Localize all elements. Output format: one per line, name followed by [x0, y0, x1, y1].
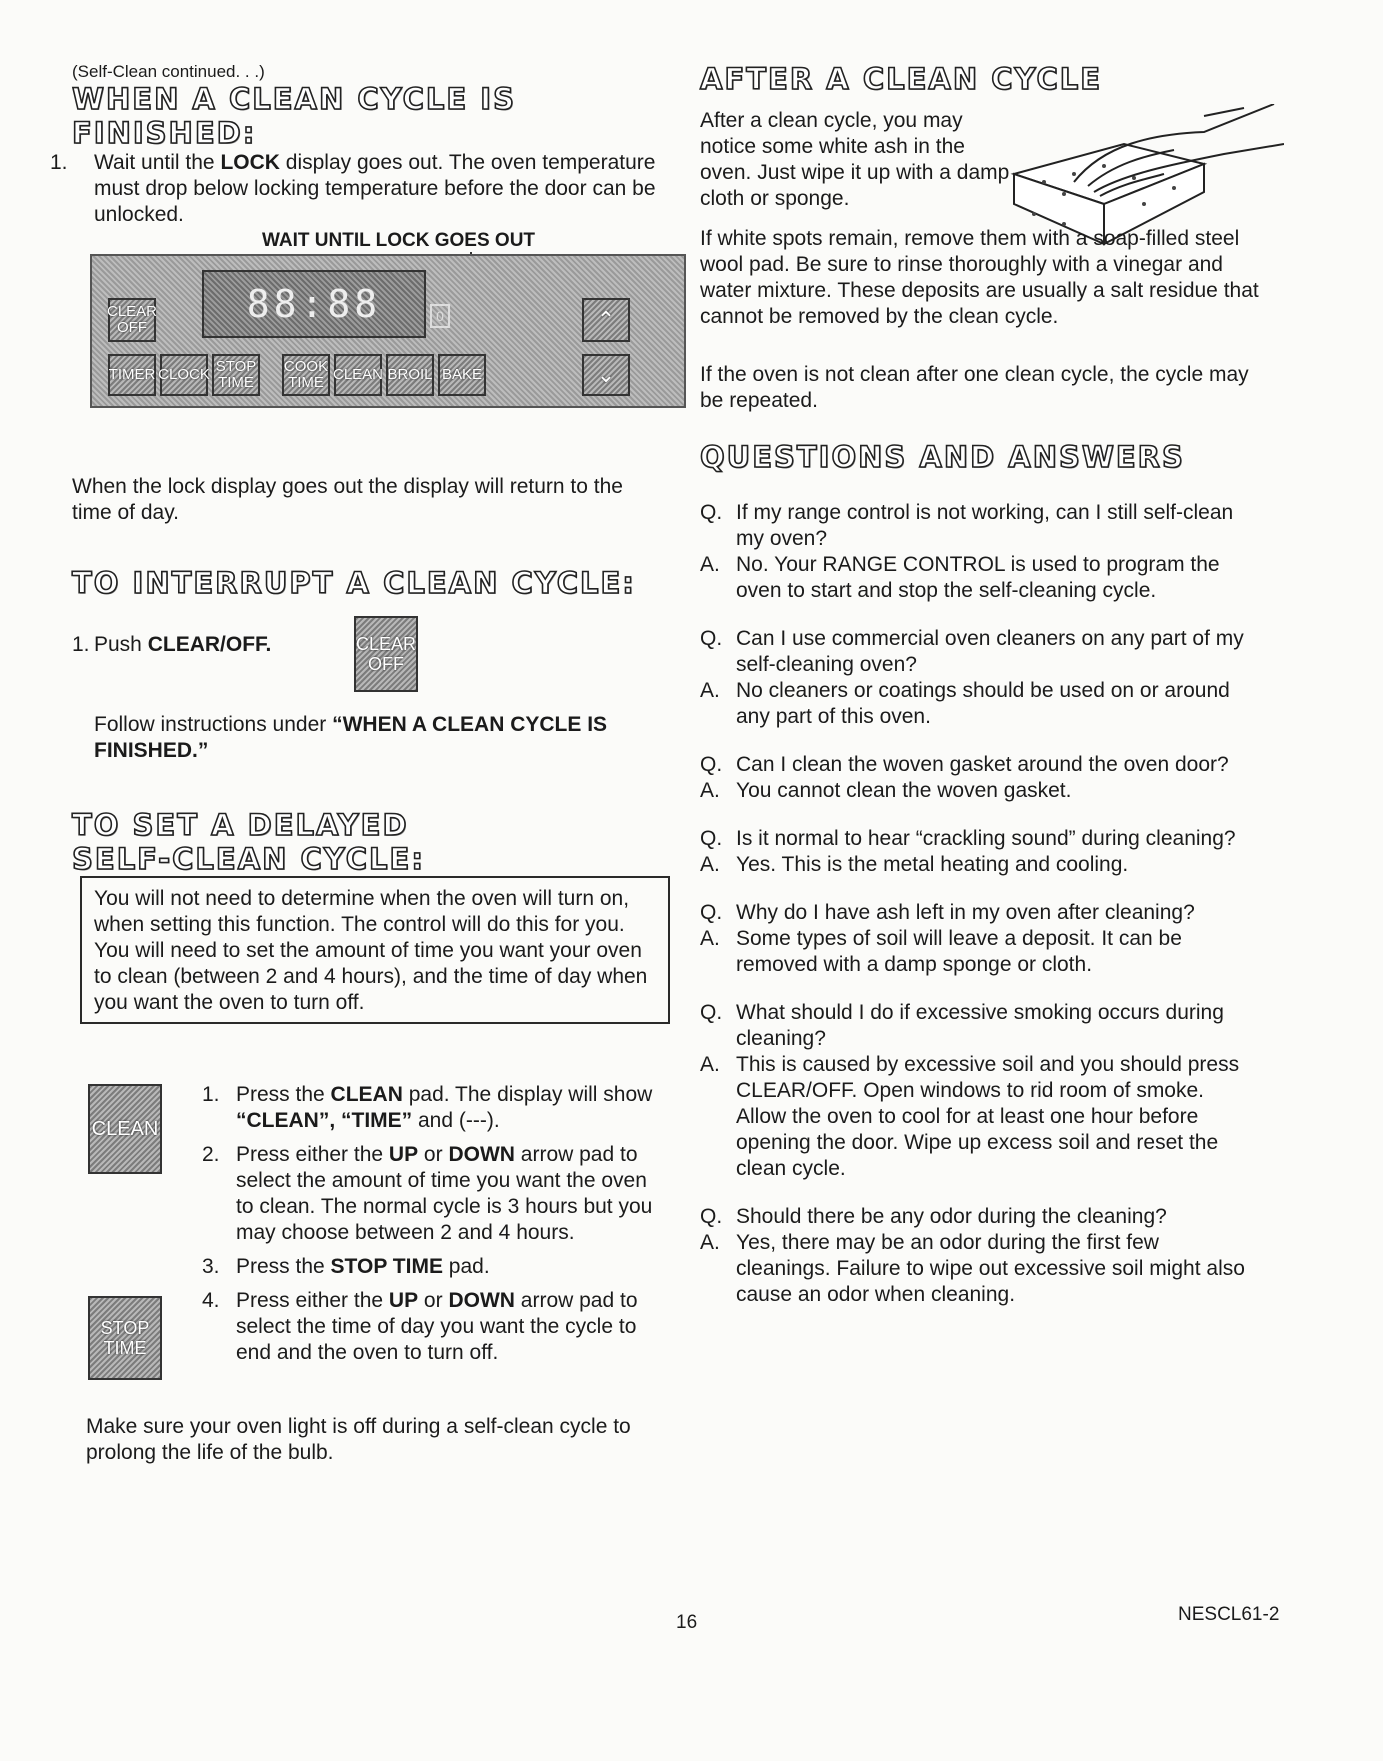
answer-5: A. Some types of soil will leave a deposit. It can be removed with a damp sponge or cloth. — [700, 927, 1182, 976]
finished-heading: WHEN A CLEAN CYCLE IS FINISHED: — [72, 82, 516, 150]
panel-display: 88:88 — [202, 270, 426, 338]
delayed-heading: TO SET A DELAYED SELF-CLEAN CYCLE: — [72, 808, 425, 876]
answer-1: A. No. Your RANGE CONTROL is used to program the oven to start and stop the self-cleaning cycle. — [700, 553, 1220, 602]
after-paragraph-1: After a clean cycle, you may notice some white ash in the oven. Just wipe it up with a damp cloth or sponge. — [700, 109, 1010, 210]
delayed-step-1: 1. Press the CLEAN pad. The display will show “CLEAN”, “TIME” and (---). — [202, 1083, 653, 1132]
after-paragraph-3: If the oven is not clean after one clean cycle, the cycle may be repeated. — [700, 363, 1249, 412]
question-5: Q. Why do I have ash left in my oven after cleaning? — [700, 901, 1195, 924]
finished-step-1: 1. Wait until the LOCK display goes out. The oven temperature must drop below locking temperature before the door can be unlocked. — [50, 151, 656, 226]
answer-7: A. Yes, there may be an odor during the first few cleanings. Failure to wipe out excessive soil might also cause an odor when cleaning. — [700, 1231, 1245, 1306]
question-4: Q. Is it normal to hear “crackling sound” during cleaning? — [700, 827, 1236, 850]
up-arrow-icon: ⌃ — [596, 307, 616, 332]
qa-heading: QUESTIONS AND ANSWERS — [700, 440, 1185, 474]
qa-item-6 — [700, 1000, 1256, 1182]
stop-time-pad[interactable]: STOP TIME — [212, 354, 260, 396]
question-6: Q. What should I do if excessive smoking occurs during cleaning? — [700, 1001, 1224, 1050]
clean-button[interactable]: CLEAN — [88, 1084, 162, 1174]
down-arrow-icon: ⌄ — [596, 362, 616, 387]
down-arrow-pad[interactable] — [582, 354, 630, 396]
qa-item-4 — [700, 826, 1256, 878]
delayed-step-3: 3. Press the STOP TIME pad. — [202, 1255, 490, 1278]
stop-time-button[interactable]: STOP TIME — [88, 1296, 162, 1380]
bulb-note: Make sure your oven light is off during a self-clean cycle to prolong the life of the bulb. — [86, 1415, 631, 1464]
qa-item-5 — [700, 900, 1256, 978]
page-number: 16 — [676, 1612, 698, 1633]
panel-caption: WAIT UNTIL LOCK GOES OUT — [262, 230, 536, 251]
clear-off-pad[interactable]: CLEAR OFF — [108, 298, 156, 342]
qa-item-3 — [700, 752, 1256, 804]
follow-instructions: Follow instructions under “WHEN A CLEAN CYCLE IS FINISHED.” — [94, 713, 608, 762]
clean-pad[interactable]: CLEAN — [334, 354, 382, 396]
delayed-step-2: 2. Press either the UP or DOWN arrow pad to select the amount of time you want the oven to clean. The normal cycle is 3 hours but you may choose between 2 and 4 hours. — [202, 1143, 653, 1244]
timer-pad[interactable]: TIMER — [108, 354, 156, 396]
question-2: Q. Can I use commercial oven cleaners on any part of my self-cleaning oven? — [700, 627, 1244, 676]
question-7: Q. Should there be any odor during the cleaning? — [700, 1205, 1167, 1228]
answer-4: A. Yes. This is the metal heating and cooling. — [700, 853, 1129, 876]
control-panel — [90, 254, 686, 408]
bake-pad[interactable]: BAKE — [438, 354, 486, 396]
answer-6: A. This is caused by excessive soil and you should press CLEAR/OFF. Open windows to rid room of smoke. Allow the oven to cool for at least one hour before opening the door. Wipe up excess soil and reset the clean cycle. — [700, 1053, 1240, 1180]
broil-pad[interactable]: BROIL — [386, 354, 434, 396]
qa-item-7 — [700, 1204, 1256, 1308]
after-paragraph-2: If white spots remain, remove them with a soap-filled steel wool pad. Be sure to rinse thoroughly with a vinegar and water mixture. These deposits are usually a salt residue that cannot be removed by the clean cycle. — [700, 227, 1259, 328]
interrupt-step: 1. Push CLEAR/OFF. — [72, 633, 272, 656]
answer-3: A. You cannot clean the woven gasket. — [700, 779, 1072, 802]
question-3: Q. Can I clean the woven gasket around the oven door? — [700, 753, 1229, 776]
return-text: When the lock display goes out the display will return to the time of day. — [72, 475, 623, 524]
up-arrow-pad[interactable] — [582, 298, 630, 342]
interrupt-heading: TO INTERRUPT A CLEAN CYCLE: — [72, 566, 636, 600]
info-box: You will not need to determine when the oven will turn on, when setting this function. The control will do this for you. You will need to set the amount of time you want your oven to clean (between 2 and 4 hours), and the time of day when you want the oven to turn off. — [80, 876, 670, 1024]
continued-note: (Self-Clean continued. . .) — [72, 62, 265, 81]
qa-item-1 — [700, 500, 1256, 604]
qa-item-2 — [700, 626, 1256, 730]
cook-time-pad[interactable]: COOK TIME — [282, 354, 330, 396]
clock-pad[interactable]: CLOCK — [160, 354, 208, 396]
clear-off-button[interactable]: CLEAR OFF — [354, 616, 418, 692]
delayed-step-4: 4. Press either the UP or DOWN arrow pad to select the time of day you want the cycle to end and the oven to turn off. — [202, 1289, 638, 1364]
document-code: NESCL61-2 — [1178, 1604, 1280, 1625]
question-1: Q. If my range control is not working, can I still self-clean my oven? — [700, 501, 1234, 550]
qa-list — [700, 500, 1256, 1330]
lock-indicator: 0 — [430, 304, 450, 328]
answer-2: A. No cleaners or coatings should be used on or around any part of this oven. — [700, 679, 1230, 728]
delayed-steps — [202, 1082, 662, 1366]
after-heading: AFTER A CLEAN CYCLE — [700, 62, 1103, 96]
